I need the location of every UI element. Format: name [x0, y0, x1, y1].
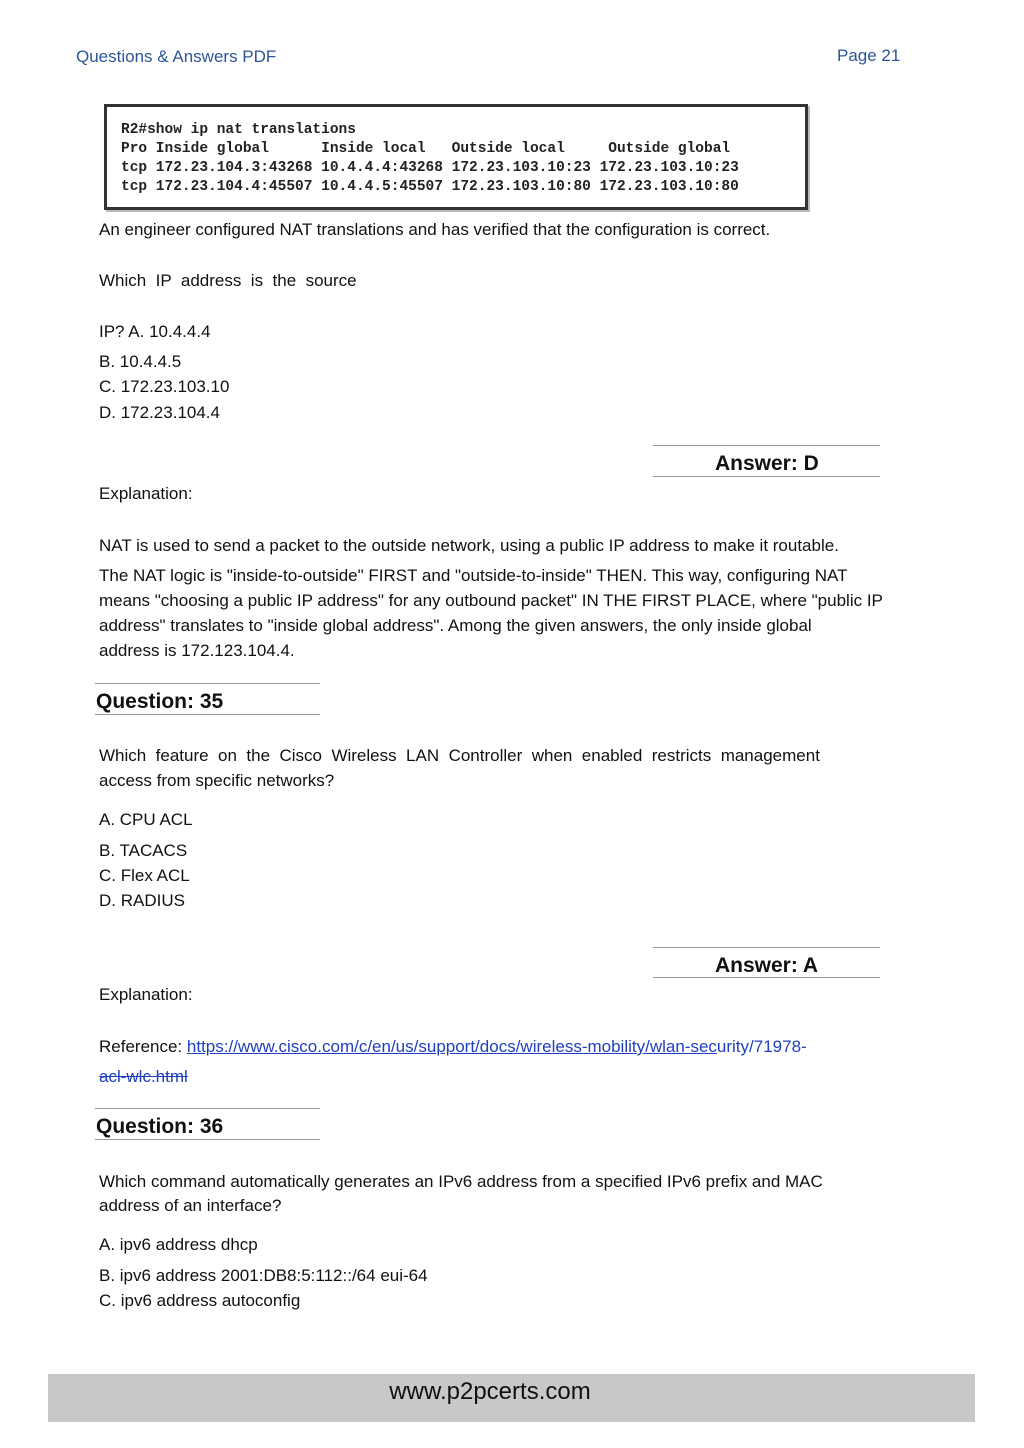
divider [95, 1108, 320, 1109]
reference-link-continued[interactable]: urity/71978- [716, 1037, 807, 1056]
answer-label: Answer: A [715, 954, 819, 977]
divider [653, 476, 880, 477]
option-c: C. 172.23.103.10 [99, 377, 230, 396]
option-d: D. RADIUS [99, 891, 185, 910]
question-heading: Question: 36 [96, 1115, 224, 1138]
option-b: B. ipv6 address 2001:DB8:5:112::/64 eui-64 [99, 1266, 428, 1285]
divider [95, 714, 320, 715]
option-c: C. Flex ACL [99, 866, 190, 885]
option-b: B. TACACS [99, 841, 188, 860]
document-title: Questions & Answers PDF [76, 47, 277, 66]
reference-line [99, 1034, 807, 1059]
explanation-text: NAT is used to send a packet to the outside network, using a public IP address to make it routable. [99, 536, 839, 555]
question-text-option-a: IP? A. 10.4.4.4 [99, 322, 211, 341]
answer-label: Answer: D [715, 452, 819, 475]
explanation-text: The NAT logic is "inside-to-outside" FIRST and "outside-to-inside" THEN. This way, configuring NAT [99, 566, 848, 585]
option-d: D. 172.23.104.4 [99, 403, 220, 422]
question-text: address of an interface? [99, 1196, 282, 1215]
code-line: Pro Inside global Inside local Outside local Outside global [121, 141, 731, 157]
question-heading: Question: 35 [96, 690, 224, 713]
explanation-text: means "choosing a public IP address" for any outbound packet" IN THE FIRST PLACE, where "public IP [99, 591, 883, 610]
option-a: A. CPU ACL [99, 810, 193, 829]
code-line: R2#show ip nat translations [121, 122, 356, 138]
explanation-text: address is 172.123.104.4. [99, 641, 295, 660]
divider [95, 1139, 320, 1140]
page-number: Page 21 [837, 46, 901, 65]
explanation-text: address" translates to "inside global address". Among the given answers, the only inside global [99, 616, 812, 635]
question-text: Which IP address is the source [99, 271, 357, 290]
explanation-label: Explanation: [99, 985, 193, 1004]
reference-link[interactable]: https://www.cisco.com/c/en/us/support/docs/wireless-mobility/wlan-sec [186, 1037, 717, 1056]
divider [653, 947, 880, 948]
code-line: tcp 172.23.104.4:45507 10.4.4.5:45507 172.23.103.10:80 172.23.103.10:80 [121, 179, 739, 195]
divider [653, 977, 880, 978]
explanation-label: Explanation: [99, 484, 193, 503]
divider [653, 445, 880, 446]
option-a: A. ipv6 address dhcp [99, 1235, 258, 1254]
question-intro: An engineer configured NAT translations and has verified that the configuration is correct. [99, 220, 771, 239]
option-c: C. ipv6 address autoconfig [99, 1291, 301, 1310]
question-text: Which feature on the Cisco Wireless LAN Controller when enabled restricts management [99, 746, 820, 765]
code-line: tcp 172.23.104.3:43268 10.4.4.4:43268 172.23.103.10:23 172.23.103.10:23 [121, 160, 739, 176]
reference-link-line2[interactable]: acl-wlc.html [99, 1067, 188, 1086]
question-text: Which command automatically generates an IPv6 address from a specified IPv6 prefix and MAC [99, 1172, 823, 1191]
footer-site[interactable]: www.p2pcerts.com [389, 1378, 591, 1405]
divider [95, 683, 320, 684]
nat-translations-output [104, 104, 808, 210]
option-b: B. 10.4.4.5 [99, 352, 182, 371]
reference-label: Reference: [99, 1037, 187, 1056]
question-text: access from specific networks? [99, 771, 335, 790]
